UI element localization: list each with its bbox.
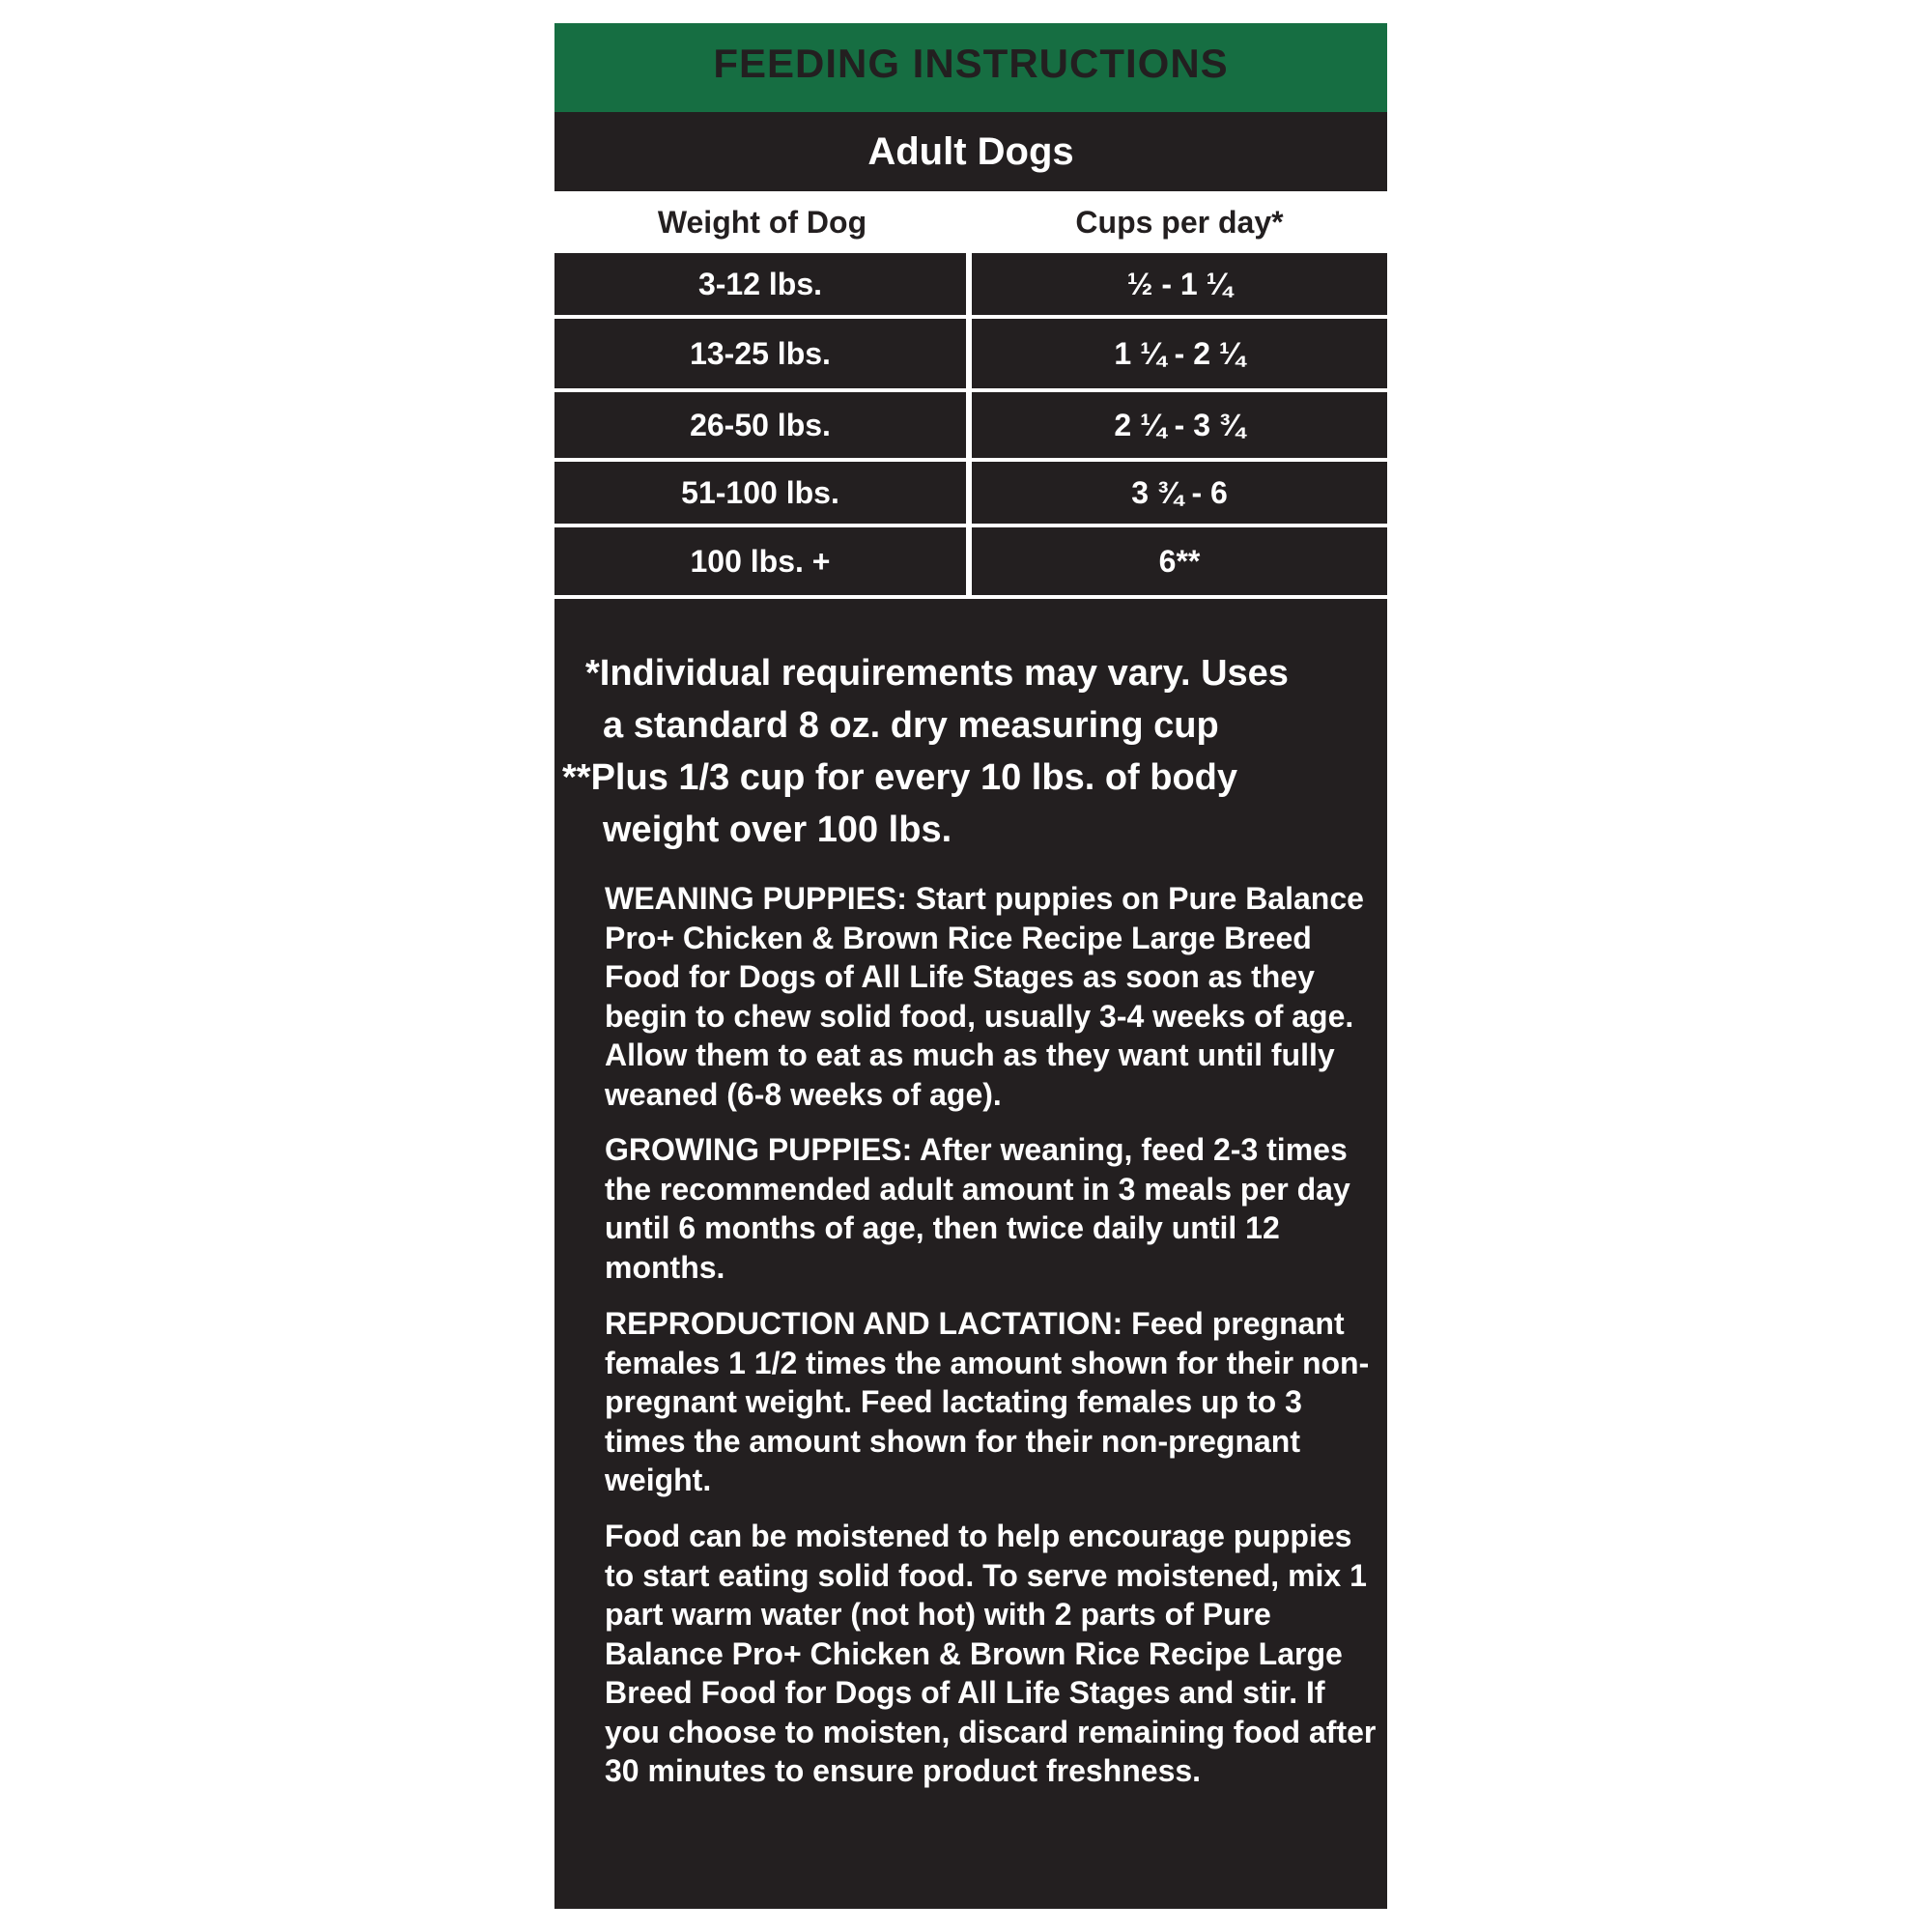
footnote-double-asterisk — [562, 752, 1237, 856]
table-header-row — [554, 191, 1387, 253]
header-weight: Weight of Dog — [657, 204, 867, 240]
feeding-instructions-panel — [554, 23, 1387, 1909]
growing-puppies-paragraph: GROWING PUPPIES: After weaning, feed 2-3 times the recommended adult amount in 3 meals per day until 6 months of age, then twice daily until 12 months. — [605, 1132, 1350, 1285]
cell-cups-row-2: 1 ¼ - 2 ¼ — [972, 319, 1387, 388]
footnote-1-line-2: a standard 8 oz. dry measuring cup — [603, 705, 1219, 746]
cell-cups-row-4: 3 ¾ - 6 — [972, 462, 1387, 524]
cell-cups-row-3: 2 ¼ - 3 ¾ — [972, 392, 1387, 458]
moistening-paragraph: Food can be moistened to help encourage puppies to start eating solid food. To serve moistened, mix 1 part warm water (not hot) with 2 parts of Pure Balance Pro+ Chicken & Brown Rice Recipe Large Breed Food for Dogs of All Life Stages and stir. If you choose to moisten, discard remaining food after 30 minutes to ensure product freshness. — [605, 1519, 1377, 1788]
reproduction-lactation-paragraph: REPRODUCTION AND LACTATION: Feed pregnant females 1 1/2 times the amount shown for their non-pregnant weight. Feed lactating females up to 3 times the amount shown for their non-pregnant weight. — [605, 1306, 1370, 1497]
notes-section — [554, 599, 1387, 1909]
feeding-table — [554, 253, 1387, 599]
title-bar — [554, 23, 1387, 112]
footnote-1-line-1: *Individual requirements may vary. Uses — [585, 653, 1289, 694]
cell-weight-row-1: 3-12 lbs. — [554, 253, 966, 315]
cell-weight-row-4: 51-100 lbs. — [554, 462, 966, 524]
cell-weight-row-3: 26-50 lbs. — [554, 392, 966, 458]
footnote-single-asterisk — [585, 647, 1289, 752]
weaning-puppies-paragraph: WEANING PUPPIES: Start puppies on Pure Balance Pro+ Chicken & Brown Rice Recipe Large Breed Food for Dogs of All Life Stages as soon as they begin to chew solid food, usually 3-4 weeks of age. Allow them to eat as much as they want until fully weaned (6-8 weeks of age). — [605, 881, 1364, 1112]
cell-cups-row-5: 6** — [972, 527, 1387, 595]
footnote-2-line-2: weight over 100 lbs. — [603, 810, 952, 850]
cell-weight-row-2: 13-25 lbs. — [554, 319, 966, 388]
section-subtitle: Adult Dogs — [867, 129, 1074, 173]
cell-cups-row-1: ½ - 1 ¼ — [972, 253, 1387, 315]
subtitle-bar — [554, 112, 1387, 191]
page-title: FEEDING INSTRUCTIONS — [713, 41, 1229, 86]
cell-weight-row-5: 100 lbs. + — [554, 527, 966, 595]
footnote-2-line-1: **Plus 1/3 cup for every 10 lbs. of body — [562, 757, 1238, 798]
header-cups: Cups per day* — [1075, 204, 1284, 240]
